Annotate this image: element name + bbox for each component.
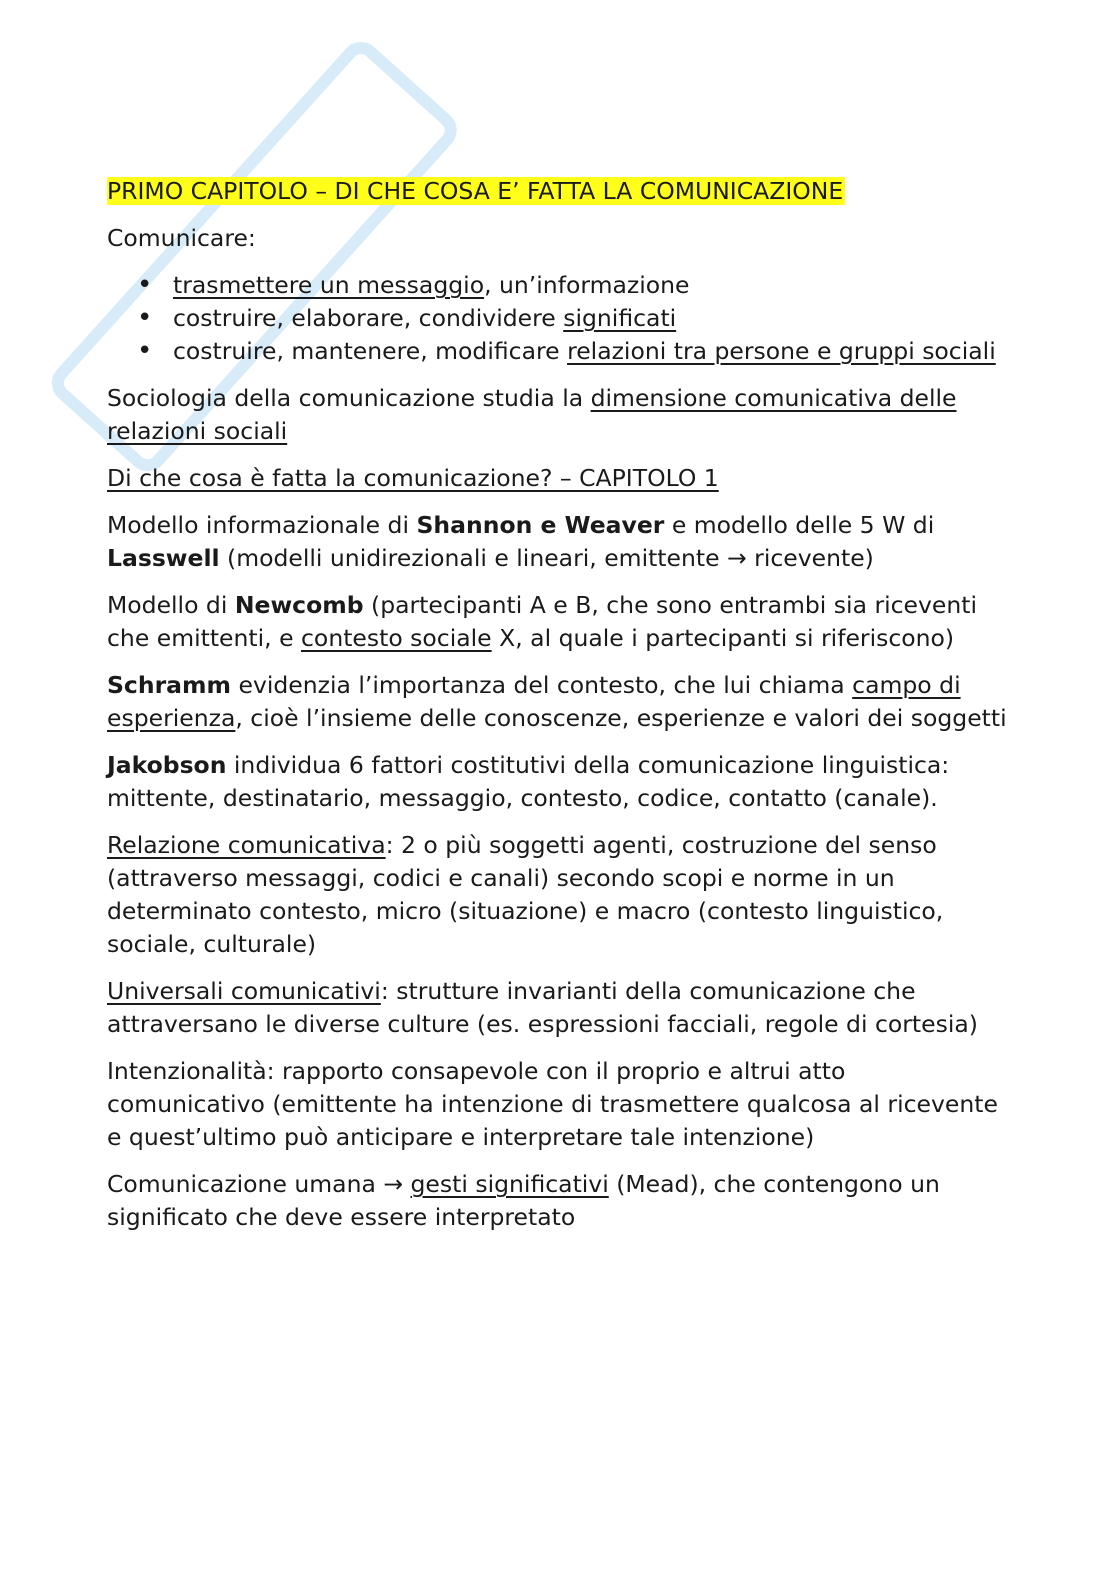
- comunicare-list: [107, 269, 1007, 368]
- chapter-heading: PRIMO CAPITOLO – DI CHE COSA E’ FATTA LA COMUNICAZIONE: [107, 177, 844, 205]
- paragraph-sociologia: Sociologia della comunicazione studia la dimensione comunicativa delle relazioni sociali: [107, 384, 957, 445]
- paragraph-shannon: Modello informazionale di Shannon e Weaver e modello delle 5 W di Lasswell (modelli unidirezionali e lineari, emittente → ricevente): [107, 511, 935, 572]
- paragraph-jakobson: Jakobson individua 6 fattori costitutivi della comunicazione linguistica: mittente, destinatario, messaggio, contesto, codice, contatto (canale).: [107, 751, 950, 812]
- list-item: • costruire, mantenere, modificare relazioni tra persone e gruppi sociali: [107, 335, 1007, 368]
- paragraph-newcomb: Modello di Newcomb (partecipanti A e B, che sono entrambi sia riceventi che emittenti, e contesto sociale X, al quale i partecipanti si riferiscono): [107, 591, 978, 652]
- document-body: [107, 175, 1007, 1248]
- paragraph-comunicazione-umana: Comunicazione umana → gesti significativi (Mead), che contengono un significato che deve essere interpretato: [107, 1170, 940, 1231]
- list-item: • trasmettere un messaggio, un’informazione: [107, 269, 1007, 302]
- comunicare-label: Comunicare:: [107, 224, 256, 252]
- paragraph-schramm: Schramm evidenzia l’importanza del contesto, che lui chiama campo di esperienza, cioè l’insieme delle conoscenze, esperienze e valori dei soggetti: [107, 671, 1007, 732]
- subheading: Di che cosa è fatta la comunicazione? – CAPITOLO 1: [107, 464, 719, 492]
- paragraph-universali: Universali comunicativi: strutture invarianti della comunicazione che attraversano le diverse culture (es. espressioni facciali, regole di cortesia): [107, 977, 978, 1038]
- list-item: • costruire, elaborare, condividere significati: [107, 302, 1007, 335]
- paragraph-relazione: Relazione comunicativa: 2 o più soggetti agenti, costruzione del senso (attraverso messaggi, codici e canali) secondo scopi e norme in un determinato contesto, micro (situazione) e macro (contesto linguistico, sociale, culturale): [107, 831, 944, 958]
- paragraph-intenzionalita: Intenzionalità: rapporto consapevole con il proprio e altrui atto comunicativo (emittente ha intenzione di trasmettere qualcosa al ricevente e quest’ultimo può anticipare e interpretare tale intenzione): [107, 1057, 998, 1151]
